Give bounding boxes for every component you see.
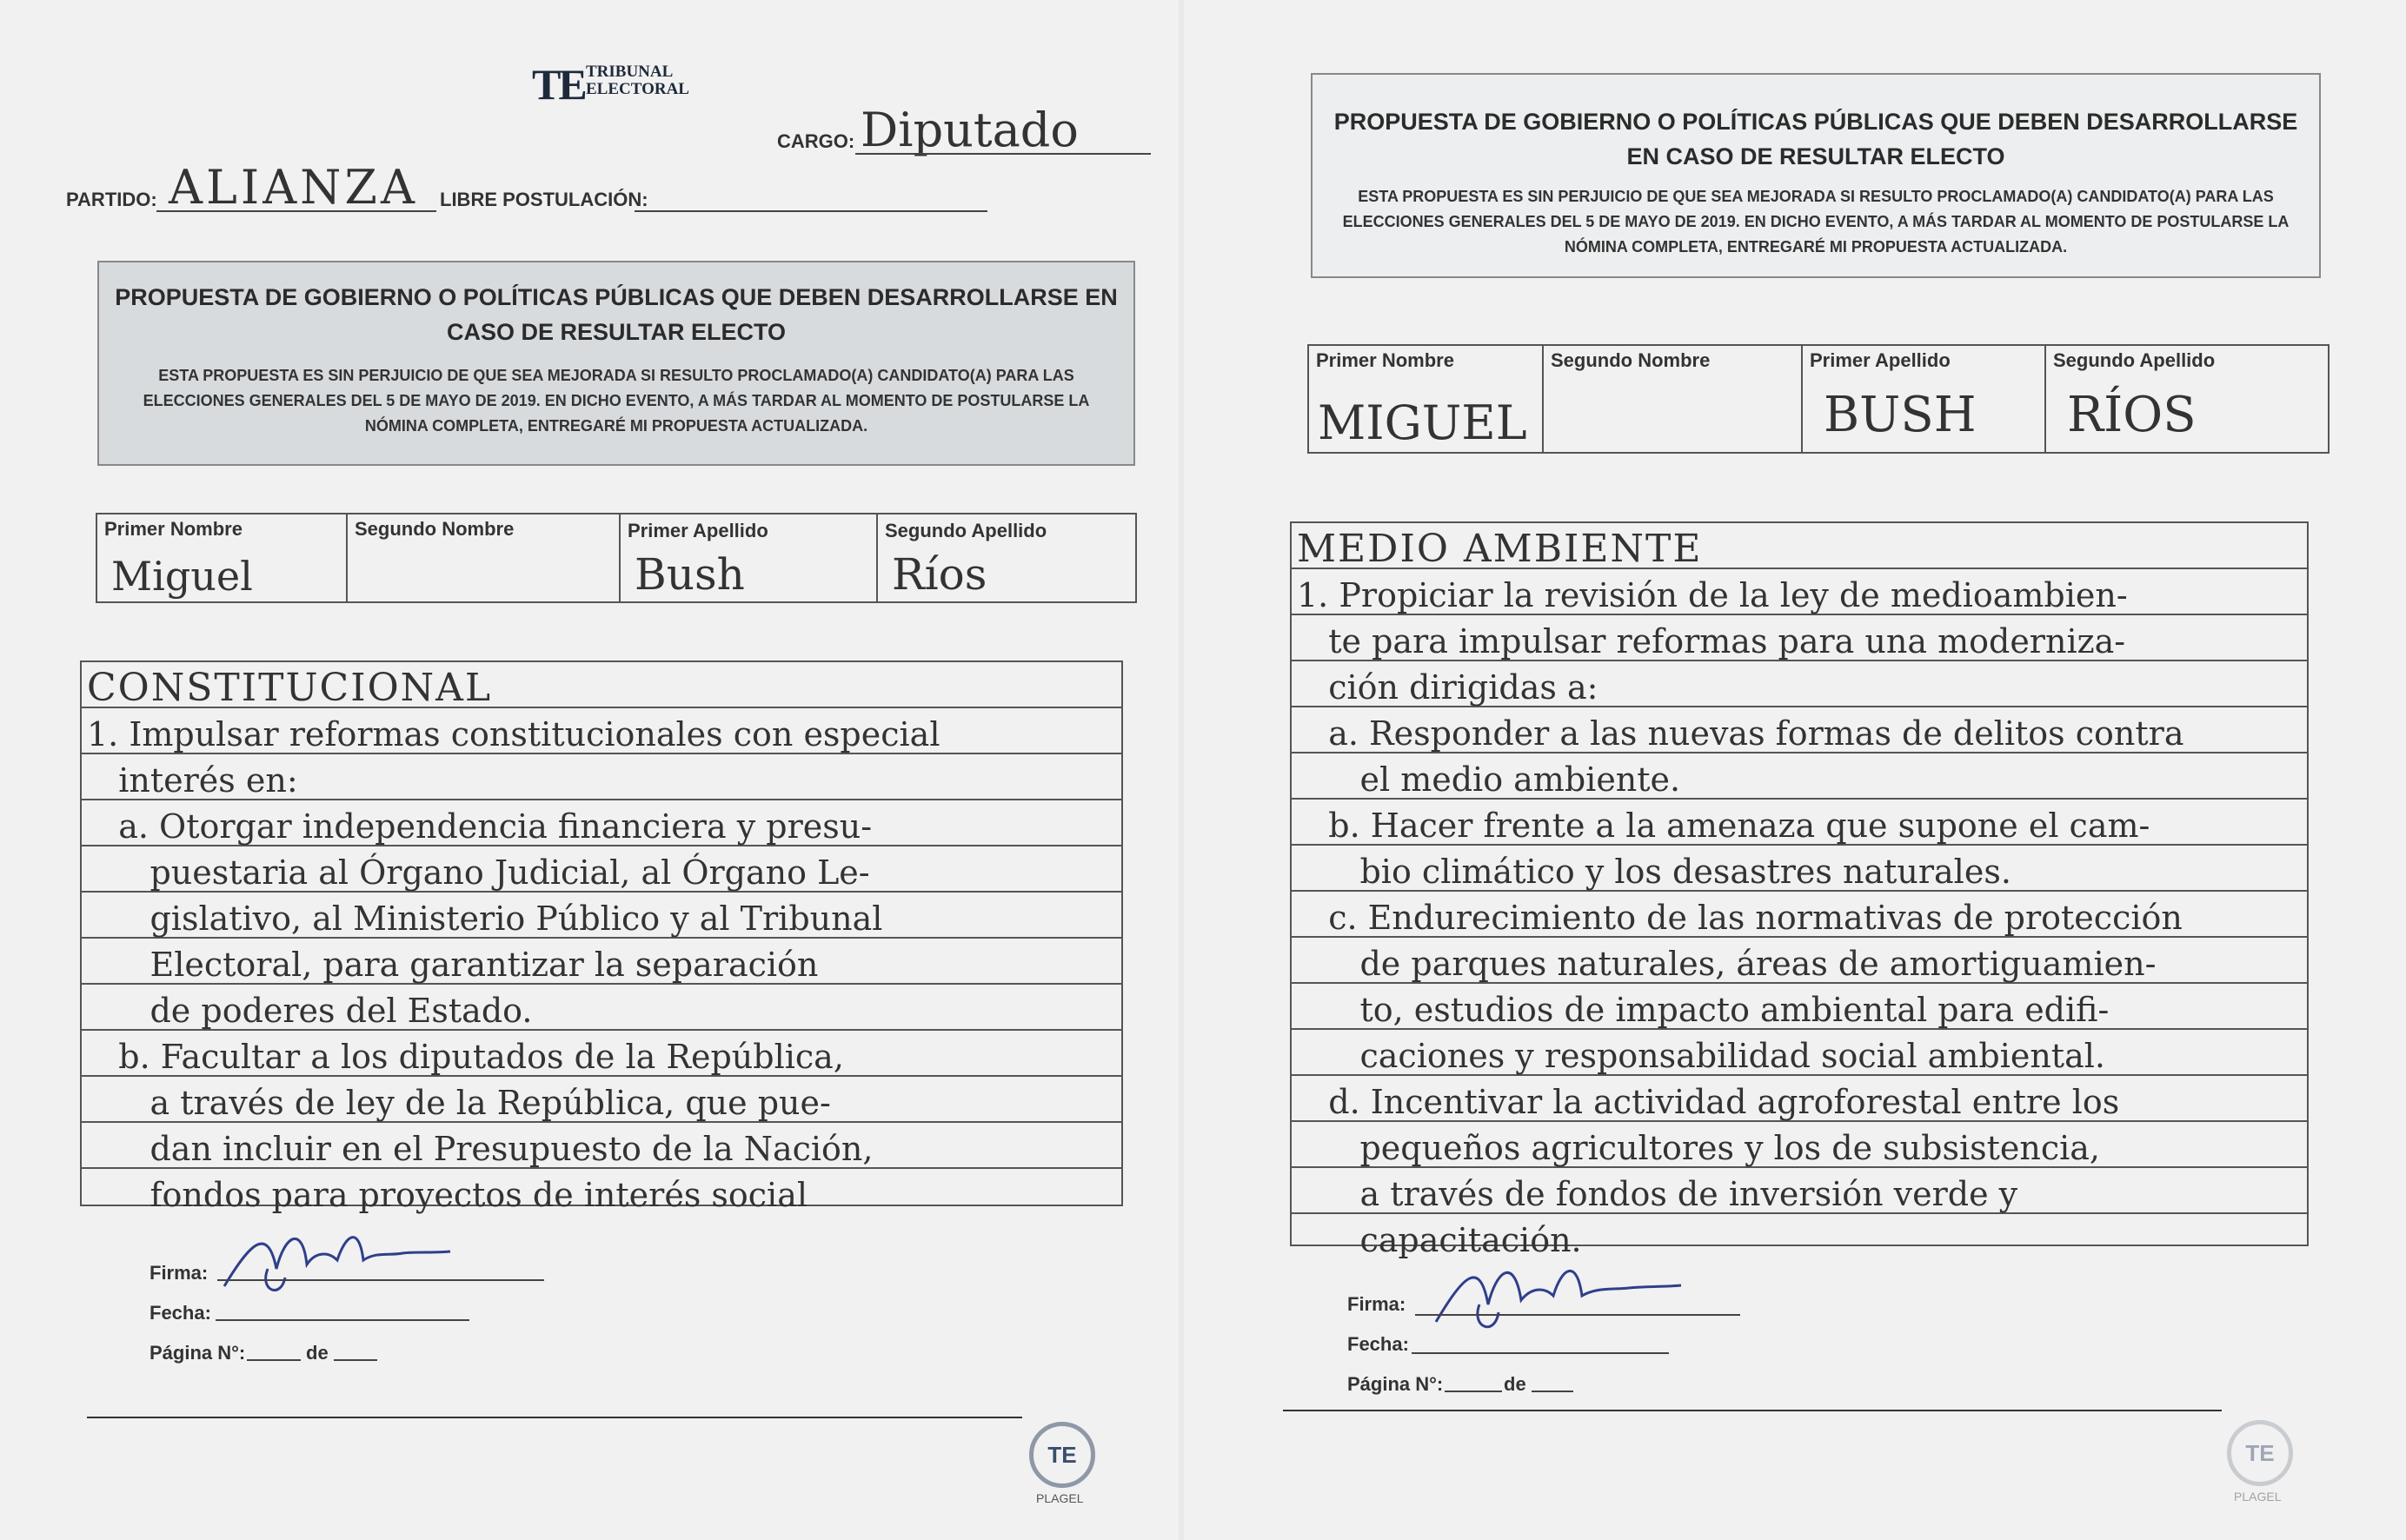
pagina-total-underline[interactable]: [1532, 1391, 1573, 1392]
libre-postulacion-label: LIBRE POSTULACIÓN:: [440, 189, 648, 210]
bottom-rule: [1283, 1410, 2222, 1411]
segundo-nombre-cell: [348, 514, 621, 601]
plagel-seal-icon: [2227, 1420, 2293, 1486]
proposal-line: b. Facultar a los diputados de la República,: [87, 1038, 844, 1076]
proposal-line: interés en:: [87, 761, 298, 800]
notice-title: PROPUESTA DE GOBIERNO O POLÍTICAS PÚBLICAS QUE DEBEN DESARROLLARSE EN CASO DE RESULTAR ELECTO: [115, 284, 1118, 345]
proposal-line: 1. Propiciar la revisión de la ley de medioambien-: [1297, 576, 2128, 614]
pagina-total-underline[interactable]: [334, 1359, 377, 1361]
notice-body: ESTA PROPUESTA ES SIN PERJUICIO DE QUE SEA MEJORADA SI RESULTO PROCLAMADO(A) CANDIDATO(A) PARA LAS ELECCIONES GENERALES DEL 5 DE MAYO DE 2019. EN DICHO EVENTO, A MÁS TARDAR AL MOMENTO DE POSTULARSE LA NÓMINA COMPLETA, ENTREGARÉ MI PROPUESTA ACTUALIZADA.: [1342, 188, 2290, 256]
seal-caption: PLAGEL: [1036, 1491, 1084, 1505]
primer-nombre-header: Primer Nombre: [1316, 349, 1454, 371]
partido-underline: [156, 210, 436, 212]
cargo-label: CARGO:: [777, 130, 855, 152]
notice-box: [97, 261, 1135, 466]
seal-caption: PLAGEL: [2234, 1490, 2282, 1503]
de-label: de: [306, 1342, 329, 1364]
firma-label: Firma:: [150, 1262, 209, 1284]
firma-underline: [1415, 1314, 1740, 1316]
signature-image: [216, 1217, 459, 1304]
proposal-line: te para impulsar reformas para una moderniza-: [1297, 622, 2126, 660]
de-label: de: [1504, 1373, 1526, 1395]
fecha-label: Fecha:: [1347, 1333, 1409, 1355]
seal-mark: TE: [1047, 1441, 1077, 1468]
proposal-line: dan incluir en el Presupuesto de la Nación,: [87, 1130, 874, 1168]
proposal-line: puestaria al Órgano Judicial, al Órgano Le-: [87, 853, 870, 892]
proposal-line: a. Otorgar independencia financiera y presu-: [87, 807, 873, 846]
proposal-line: capacitación.: [1297, 1221, 1582, 1259]
segundo-apellido-cell: [2046, 346, 2328, 452]
pagina-number-underline[interactable]: [247, 1359, 301, 1361]
tribunal-electoral-logo: [532, 59, 706, 108]
segundo-nombre-cell: [1544, 346, 1803, 452]
primer-apellido-value[interactable]: Bush: [635, 549, 745, 600]
segundo-apellido-value[interactable]: Ríos: [892, 549, 987, 600]
segundo-apellido-header: Segundo Apellido: [885, 520, 1047, 541]
primer-apellido-header: Primer Apellido: [1810, 349, 1951, 371]
pagina-label: Página N°:: [150, 1342, 246, 1364]
proposal-ruled-box: [1290, 521, 2309, 1259]
segundo-nombre-header: Segundo Nombre: [355, 518, 515, 540]
proposal-line: bio climático y los desastres naturales.: [1297, 853, 2011, 891]
primer-apellido-header: Primer Apellido: [628, 520, 768, 541]
name-table: [96, 513, 1137, 603]
cargo-value[interactable]: Diputado: [861, 103, 1079, 157]
fecha-underline[interactable]: [216, 1319, 469, 1321]
proposal-line: el medio ambiente.: [1297, 760, 1681, 799]
proposal-line: de poderes del Estado.: [87, 992, 533, 1030]
primer-nombre-value[interactable]: MIGUEL: [1318, 395, 1527, 450]
segundo-apellido-value[interactable]: RÍOS: [2067, 387, 2197, 443]
proposal-line: to, estudios de impacto ambiental para edifi-: [1297, 991, 2110, 1029]
cargo-underline: [855, 153, 1151, 155]
proposal-text[interactable]: [1297, 523, 2302, 1260]
segundo-apellido-cell: [878, 514, 1135, 601]
primer-nombre-value[interactable]: Miguel: [111, 553, 253, 600]
segundo-apellido-header: Segundo Apellido: [2053, 349, 2216, 371]
primer-nombre-cell: [1309, 346, 1544, 452]
fecha-underline[interactable]: [1412, 1352, 1669, 1354]
notice-body: ESTA PROPUESTA ES SIN PERJUICIO DE QUE SEA MEJORADA SI RESULTO PROCLAMADO(A) CANDIDATO(A) PARA LAS ELECCIONES GENERALES DEL 5 DE MAYO DE 2019. EN DICHO EVENTO, A MÁS TARDAR AL MOMENTO DE POSTULARSE LA NÓMINA COMPLETA, ENTREGARÉ MI PROPUESTA ACTUALIZADA.: [143, 367, 1090, 435]
proposal-line: gislativo, al Ministerio Público y al Tribunal: [87, 899, 883, 938]
notice-box: [1311, 73, 2321, 278]
proposal-line: a. Responder a las nuevas formas de delitos contra: [1297, 714, 2184, 753]
proposal-line: pequeños agricultores y los de subsistencia,: [1297, 1129, 2101, 1167]
proposal-text[interactable]: [87, 662, 1116, 1215]
proposal-line: a través de ley de la República, que pue-: [87, 1084, 831, 1122]
right-form-page: [1184, 0, 2406, 1540]
proposal-line: fondos para proyectos de interés social: [87, 1176, 808, 1214]
seal-mark: TE: [2245, 1439, 2275, 1466]
firma-label: Firma:: [1347, 1293, 1406, 1315]
firma-underline: [217, 1279, 544, 1281]
name-table: [1307, 344, 2330, 454]
primer-apellido-cell: [1803, 346, 2046, 452]
proposal-line: ción dirigidas a:: [1297, 668, 1598, 707]
left-form-page: [0, 0, 1179, 1540]
signature-image: [1427, 1248, 1688, 1344]
proposal-line: CONSTITUCIONAL: [87, 666, 493, 710]
primer-apellido-cell: [621, 514, 878, 601]
plagel-seal-icon: [1029, 1422, 1095, 1488]
logo-mark: TE: [532, 60, 585, 109]
pagina-number-underline[interactable]: [1445, 1391, 1502, 1392]
primer-nombre-header: Primer Nombre: [104, 518, 243, 540]
proposal-line: de parques naturales, áreas de amortiguamien-: [1297, 945, 2157, 983]
partido-value[interactable]: ALIANZA: [169, 160, 418, 215]
partido-label: PARTIDO:: [66, 189, 157, 210]
proposal-line: c. Endurecimiento de las normativas de protección: [1297, 899, 2183, 937]
logo-line2: ELECTORAL: [586, 80, 689, 98]
pagina-label: Página N°:: [1347, 1373, 1444, 1395]
primer-nombre-cell: [97, 514, 348, 601]
proposal-line: a través de fondos de inversión verde y: [1297, 1175, 2018, 1213]
libre-postulacion-underline: [635, 210, 987, 212]
notice-title: PROPUESTA DE GOBIERNO O POLÍTICAS PÚBLICAS QUE DEBEN DESARROLLARSE EN CASO DE RESULTAR ELECTO: [1333, 109, 2298, 169]
primer-apellido-value[interactable]: BUSH: [1824, 387, 1977, 443]
bottom-rule: [87, 1417, 1022, 1418]
fecha-label: Fecha:: [150, 1302, 211, 1324]
proposal-line: d. Incentivar la actividad agroforestal entre los: [1297, 1083, 2120, 1121]
logo-line1: TRIBUNAL: [586, 63, 674, 81]
proposal-line: b. Hacer frente a la amenaza que supone el cam-: [1297, 807, 2150, 845]
segundo-nombre-header: Segundo Nombre: [1551, 349, 1711, 371]
proposal-ruled-box: [80, 660, 1123, 1214]
proposal-line: Electoral, para garantizar la separación: [87, 946, 819, 984]
proposal-line: 1. Impulsar reformas constitucionales con especial: [87, 715, 940, 753]
proposal-line: caciones y responsabilidad social ambiental.: [1297, 1037, 2105, 1075]
proposal-line: MEDIO AMBIENTE: [1297, 527, 1703, 571]
